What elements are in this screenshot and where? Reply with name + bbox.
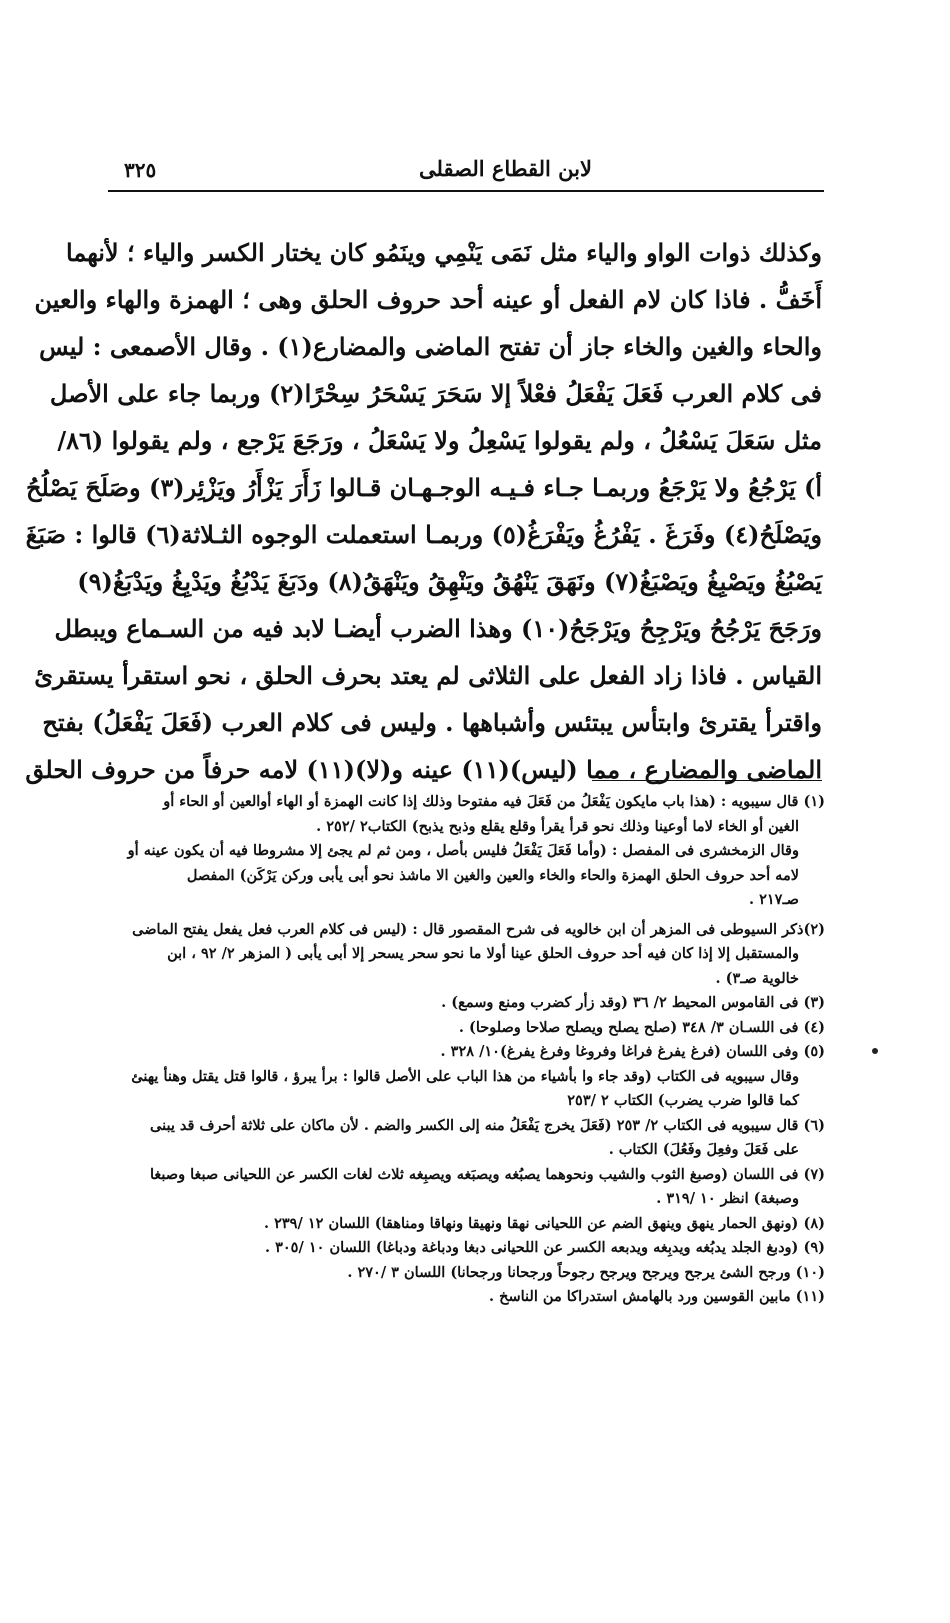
footnote-line: (٩) (ودبغ الجلد يدبُغه ويدبِغه ويدبعه الكسر عن اللحيانى دبغا ودباغة ودباغا) اللسان ١٠ /٣٠٥ . <box>264 1239 825 1256</box>
footnote-line: (٢)ذكر السيوطى فى المزهر أن ابن خالويه فى شرح المقصور قال : (ليس فى كلام العرب فعل يفعل يفتح الماضى <box>132 920 825 938</box>
body-line: وكذلك ذوات الواو والياء مثل نَمَى يَنْمِي وينَمُو كان يختار الكسر والياء ؛ لأنهما <box>66 238 822 267</box>
footnote-line: على فَعَلَ وفعِلَ وفَعُلَ) الكتاب . <box>608 1141 799 1158</box>
footnote-line: (٥) وفى اللسان (فرغ يفرغ فراغا وفروغا وفرغ يفرغ)١٠/ ٣٢٨ . <box>440 1043 825 1060</box>
body-line: أَخَفُّ . فاذا كان لام الفعل أو عينه أحد حروف الحلق وهى ؛ الهمزة والهاء والعين <box>34 285 822 314</box>
footnotes <box>110 790 825 1310</box>
body-line: أ) يَرْجُعُ ولا يَرْجَعُ وربمـا جـاء فـيـه الوجـهـان قـالوا زَأَرَ يَزْأَرُ ويَزْئِر(٣) وصَلَحَ يَصْلُحُ <box>25 473 822 502</box>
footnote-line: وصبغة) انظر ١٠ /٣١٩ . <box>656 1190 799 1207</box>
running-title: لابن القطاع الصقلى <box>419 156 592 181</box>
body-line: فى كلام العرب فَعَلَ يَفْعَلُ فعْلاً إلا سَحَرَ يَسْحَرُ سِحْرًا(٢) وربما جاء على الأصل <box>49 379 822 408</box>
body-line: يَصْبُغُ ويَصْبِغُ ويَصْبَغُ(٧) ونَهَقَ يَنْهُقُ ويَنْهِقُ ويَنْهَقُ(٨) ودَبَغَ يَدْبُغُ ويَدْبِغُ ويَدْبَغُ(٩) <box>77 567 822 596</box>
footnote-line: (٤) فى اللسـان ٣/ ٣٤٨ (صلح يصلح ويصلح صلاحا وصلوحا) . <box>458 1018 825 1036</box>
body-line: القياس . فاذا زاد الفعل على الثلاثى لم يعتد بحرف الحلق ، نحو استقرأ يستقرئ <box>34 661 822 690</box>
footnote-line: (٦) قال سيبويه فى الكتاب ٢/ ٢٥٣ (فَعَلَ يخرج يَفْعَلُ منه إلى الكسر والضم . لأن ماكان على ثلاثة أحرف قد يبنى <box>149 1116 825 1134</box>
footnote-line: والمستقبل إلا إذا كان فيه أحد حروف الحلق عينا أولا ما نحو سحر يسحر إلا أبى يأبى ( المزهر ٢/ ٩٢ ، ابن <box>167 945 799 962</box>
footnote-line: الغين أو الخاء لاما أوعينا وذلك نحو قرأ يقرأ وقلع يقلع وذبح يذبح) الكتاب٢ /٢٥٢ . <box>316 817 799 835</box>
page-header <box>110 148 822 190</box>
main-text <box>25 229 822 793</box>
footnote-line: (١١) مابين القوسين ورد بالهامش استدراكا من الناسخ . <box>489 1288 825 1305</box>
body-line: والحاء والغين والخاء جاز أن تفتح الماضى والمضارع(١) . وقال الأصمعى : ليس <box>39 332 822 361</box>
page-number: ٣٢٥ <box>124 158 157 182</box>
footnote-line: (١٠) ورجح الشئ يرجح ويرجح ويرجح رجوحاً ورجحانا ورجحانا) اللسان ٣ /٢٧٠ . <box>347 1263 825 1281</box>
footnote-line: صـ٢١٧ . <box>748 891 799 908</box>
body-line: ويَصْلَحُ(٤) وفَرَغَ . يَفْرُغُ ويَفْرَغُ(٥) وربمـا استعملت الوجوه الثـلاثة(٦) قالوا : صَبَغَ <box>25 520 822 549</box>
footnote-line: (٣) فى القاموس المحيط ٢/ ٣٦ (وقد زأر كضرب ومنع وسمع) . <box>441 994 825 1011</box>
header-rule <box>108 190 824 192</box>
footnote-line: لامه أحد حروف الحلق الهمزة والحاء والخاء والعين والغين الا ماشذ نحو أبى يأبى وركن يَرْكَن) المفصل <box>186 866 799 884</box>
footnote-line: كما قالوا ضرب يضرب) الكتاب ٢ /٢٥٣ <box>567 1092 799 1109</box>
footnote-line: وقال سيبويه فى الكتاب (وقد جاء وا بأشياء من هذا الباب على الأصل قالوا : برأ يبرؤ ، قالوا قتل يقتل وهنأ يهنئ <box>131 1067 799 1085</box>
footnote-separator <box>592 780 822 781</box>
footnote-line: وقال الزمخشرى فى المفصل : (وأما فَعَلَ يَفْعَلُ فليس بأصل ، ومن ثم لم يجئ إلا مشروطا فيه أن يكون عينه أو <box>127 842 799 859</box>
body-line: مثل سَعَلَ يَسْعُلُ ، ولم يقولوا يَسْعِلُ ولا يَسْعَلُ ، ورَجَعَ يَرْجع ، ولم يقولوا (٨٦/ <box>57 426 822 455</box>
footnote-line: (٧) فى اللسان (وصبغ الثوب والشيب ونحوهما يصبُغه ويصبَغه ويصبِغه ثلاث لغات الكسر عن اللحيانى صبغا وصبغا <box>149 1165 825 1183</box>
body-line: ورَجَحَ يَرْجُحُ ويَرْجِحُ ويَرْجَحُ(١٠) وهذا الضرب أيضـا لابد فيه من السـماع ويبطل <box>54 614 822 643</box>
margin-mark <box>872 1048 878 1054</box>
footnote-line: (١) قال سيبويه : (هذا باب مايكون يَفْعَلُ من فَعَلَ فيه مفتوحا وذلك إذا كانت الهمزة أو الهاء أوالعين أو الحاء أو <box>163 793 825 810</box>
body-line: الماضى والمضارع ، مما (ليس)(١١) عينه و(لا)(١١) لامه حرفاً من حروف الحلق <box>25 755 822 784</box>
body-line: واقترأ يقترئ وابتأس يبتئس وأشباهها . وليس فى كلام العرب (فَعَلَ يَفْعَلُ) بفتح <box>42 708 822 737</box>
footnote-line: خالوية صـ٣) . <box>715 969 799 987</box>
footnote-line: (٨) (ونهق الحمار ينهق وينهق الضم عن اللحيانى نهقا ونهيقا ونهاقا ومناهقا) اللسان ١٢ /٢٣٩ . <box>263 1214 825 1232</box>
